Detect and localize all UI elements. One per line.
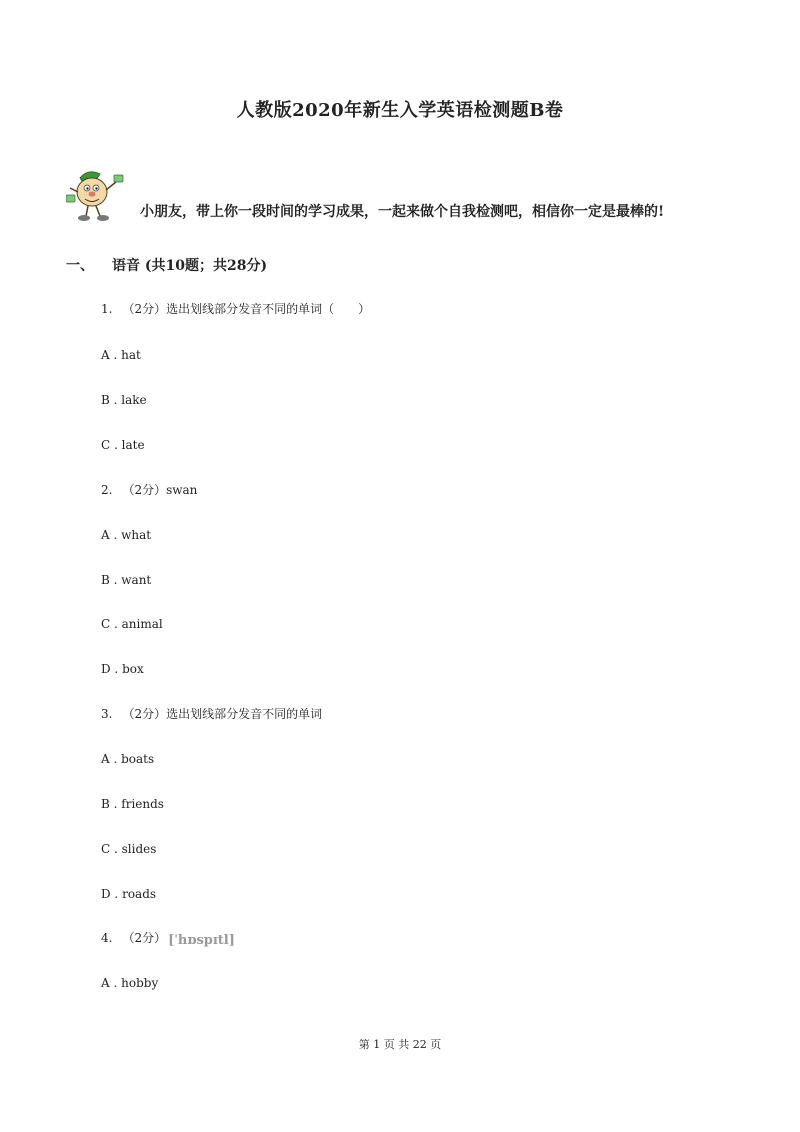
- question-number: 2.: [101, 483, 113, 497]
- question-number: 3.: [101, 707, 113, 721]
- question-text: （2分）选出划线部分发音不同的单词: [122, 707, 323, 721]
- phonetic-image: [ˈhɒspɪtl]: [168, 933, 235, 948]
- question-1-option-b[interactable]: [101, 393, 147, 407]
- question-2-option-a[interactable]: [101, 528, 151, 542]
- question-3-option-d[interactable]: [101, 887, 156, 901]
- option-text: hat: [121, 348, 141, 362]
- section-text: 语音 (共10题；共28分): [112, 258, 268, 274]
- question-text: （2分）选出划线部分发音不同的单词（ ）: [122, 302, 371, 316]
- option-letter: D .: [101, 662, 119, 676]
- option-text: box: [122, 662, 144, 676]
- question-text: （2分）: [122, 931, 167, 945]
- question-1-stem: [101, 300, 370, 317]
- question-4-option-a[interactable]: [101, 976, 158, 990]
- option-text: friends: [121, 797, 164, 811]
- question-number: 4.: [101, 931, 113, 945]
- question-3-option-b[interactable]: [101, 797, 164, 811]
- option-text: slides: [121, 842, 157, 856]
- question-text: （2分）swan: [122, 483, 198, 497]
- question-number: 1.: [101, 302, 113, 316]
- question-4-stem: [101, 929, 235, 948]
- question-3-option-c[interactable]: [101, 842, 156, 856]
- option-text: want: [121, 573, 152, 587]
- option-text: lake: [121, 393, 147, 407]
- option-letter: C .: [101, 438, 118, 452]
- option-text: animal: [121, 617, 163, 631]
- question-3-stem: [101, 705, 322, 722]
- option-letter: A .: [101, 976, 118, 990]
- question-2-option-d[interactable]: [101, 662, 144, 676]
- option-text: what: [121, 528, 152, 542]
- section-number: 一、: [66, 258, 94, 274]
- option-text: roads: [122, 887, 157, 901]
- option-letter: C .: [101, 617, 118, 631]
- section-heading: [66, 255, 267, 275]
- option-letter: A .: [101, 528, 118, 542]
- option-letter: B .: [101, 393, 118, 407]
- option-letter: B .: [101, 797, 118, 811]
- option-letter: C .: [101, 842, 118, 856]
- page-title: 人教版2020年新生入学英语检测题B卷: [236, 100, 564, 121]
- question-2-option-b[interactable]: [101, 573, 151, 587]
- option-text: late: [121, 438, 145, 452]
- mascot-image: [66, 168, 128, 224]
- question-2-stem: [101, 481, 197, 498]
- question-1-option-a[interactable]: [101, 348, 141, 362]
- option-letter: B .: [101, 573, 118, 587]
- option-letter: D .: [101, 887, 119, 901]
- intro-text: 小朋友，带上你一段时间的学习成果，一起来做个自我检测吧，相信你一定是最棒的!: [140, 204, 665, 220]
- option-text: boats: [121, 752, 155, 766]
- question-2-option-c[interactable]: [101, 617, 163, 631]
- option-letter: A .: [101, 348, 118, 362]
- question-3-option-a[interactable]: [101, 752, 154, 766]
- page-footer: 第 1 页 共 22 页: [358, 1038, 442, 1051]
- question-1-option-c[interactable]: [101, 438, 145, 452]
- option-letter: A .: [101, 752, 118, 766]
- option-text: hobby: [121, 976, 159, 990]
